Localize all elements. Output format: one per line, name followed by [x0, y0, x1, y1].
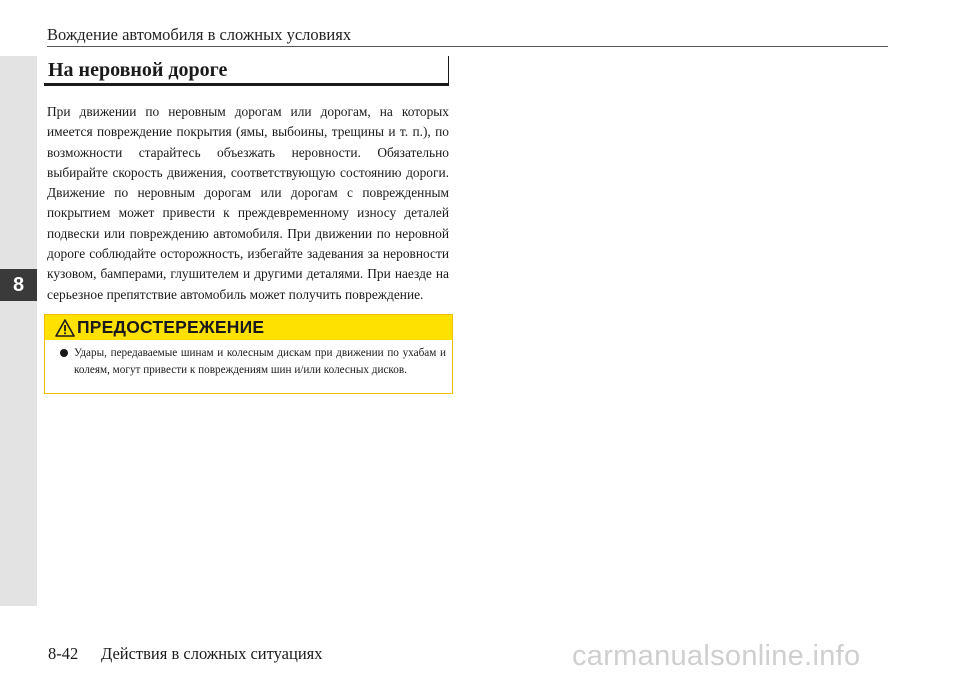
footer-chapter-title: Действия в сложных ситуациях	[101, 644, 323, 663]
warning-item	[59, 345, 446, 379]
warning-title: ПРЕДОСТЕРЕЖЕНИЕ	[77, 317, 265, 337]
page-number: 8-42	[48, 644, 79, 663]
warning-header	[45, 315, 452, 340]
chapter-number: 8	[12, 273, 25, 296]
bullet-dot-icon	[60, 349, 68, 357]
chapter-tab	[0, 269, 37, 301]
warning-box	[44, 314, 453, 394]
section-body-text: При движении по неровным дорогам или дорогам, на которых имеется повреждение покрытия (ямы, выбоины, трещины и т. п.), по возможности старайтесь объезжать неровности. Обязательно выбирайте скорость движения, соответствующую состоянию дороги. Движение по неровным дорогам или дорогам с поврежденным покрытием может привести к преждевременному износу деталей подвески или повреждению автомобиля. При движении по неровной дороге соблюдайте осторожность, избегайте задевания за неровности кузовом, бамперами, глушителем и другими деталями. При наезде на серьезное препятствие автомобиль может получить повреждение.	[47, 104, 449, 302]
chapter-side-strip	[0, 56, 37, 606]
running-header-title: Вождение автомобиля в сложных условиях	[47, 25, 352, 44]
warning-item-text: Удары, передаваемые шинам и колесным дискам при движении по ухабам и колеям, могут привести к повреждениям шин и/или колесных дисков.	[74, 347, 446, 377]
section-heading-text: На неровной дороге	[48, 59, 228, 81]
header-divider	[47, 46, 888, 47]
section-heading	[44, 56, 449, 86]
watermark: carmanualsonline.info	[572, 640, 861, 672]
warning-triangle-icon	[55, 319, 75, 337]
